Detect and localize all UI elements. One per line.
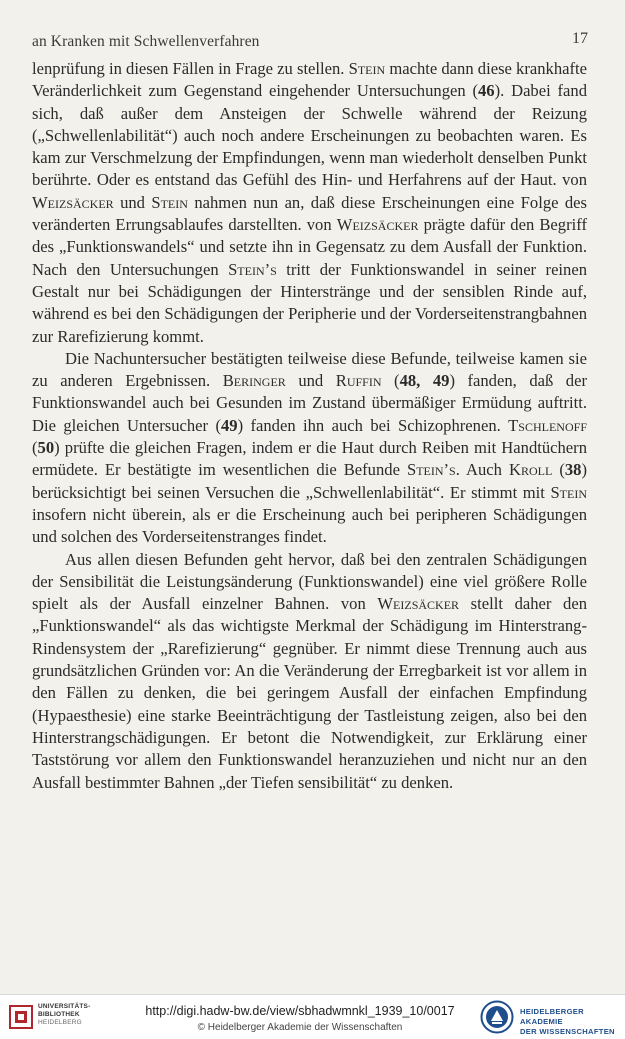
text-run: tritt der Funktionswandel in seiner reinen Gestalt nur bei Schädigungen der Hinterstränge und der sensiblen Rinde auf, während es bei den Schädigungen der Peripherie und der Vorderseitenstrangbahnen zur Rarefizierung kommt. bbox=[32, 259, 587, 346]
text-run: machte dann diese krankhafte Veränderlichkeit zum Gegenstand eingehender Untersuchungen ( bbox=[32, 59, 587, 101]
paragraph-2 bbox=[32, 348, 587, 549]
academy-logo-text bbox=[520, 1007, 620, 1037]
text-run: ( bbox=[552, 460, 565, 480]
academy-logo-line: HEIDELBERGER AKADEMIE bbox=[520, 1007, 584, 1026]
text-run: und bbox=[285, 371, 336, 391]
text-run: ( bbox=[381, 371, 400, 391]
academy-logo[interactable] bbox=[480, 1000, 620, 1034]
author-name: Stein bbox=[550, 482, 587, 502]
author-name: Stein bbox=[151, 192, 188, 212]
reference-number: 46 bbox=[478, 81, 495, 101]
author-name: Weizsäcker bbox=[377, 594, 460, 614]
running-title: an Kranken mit Schwellenverfahren bbox=[32, 33, 260, 50]
library-logo-line: BIBLIOTHEK bbox=[38, 1011, 80, 1018]
text-run: ) fanden, daß der Funktionswandel auch bei Gesunden im Zustand übermäßiger Ermüdung auftritt. Die gleichen Untersucher ( bbox=[32, 371, 587, 435]
text-run: ) berücksichtigt bei seinen Versuchen die „Schwellenlabilität“. Er stimmt mit bbox=[32, 460, 587, 502]
author-name: Weizsäcker bbox=[32, 192, 114, 212]
text-run: Aus allen diesen Befunden geht hervor, daß bei den zentralen Schädigungen der Sensibilität die Leistungsänderung (Funktionswandel) eine viel größere Rolle spielt als der Ausfall einzelner Bahnen. von bbox=[32, 549, 587, 614]
running-head bbox=[32, 30, 588, 57]
author-name: Ruffin bbox=[335, 371, 382, 391]
reference-number: 50 bbox=[37, 438, 55, 458]
text-run: ) prüfte die gleichen Fragen, indem er die Haut durch Reiben mit Handtüchern ermüdete. Er bestätigte im wesentlichen die Befunde bbox=[32, 438, 587, 480]
university-library-logo[interactable] bbox=[8, 1000, 126, 1034]
library-logo-line: HEIDELBERG bbox=[38, 1019, 82, 1026]
reference-number: 48, 49 bbox=[399, 371, 450, 391]
library-logo-line: UNIVERSITÄTS- bbox=[38, 1003, 91, 1010]
text-run: stellt daher den „Funktionswandel“ als das wichtigste Merkmal der Schädigung im Hinterstrang-Rindensystem der „Rarefizierung“ gegnüber. Er nimmt diese Trennung auch aus grundsätzlichen Gründen vor: An die Veränderung der Erregbarkeit ist vor allem in den Fällen zu denken, die bei geringem Ausfall der einfachen Empfindung (Hypaesthesie) eine starke Beeinträchtigung der Tastleistung zeigen, also bei den Hinterstrangschädigungen. Er betont die Notwendigkeit, zur Erklärung einer Taststörung vor allem den Funktionswandel heranzuziehen und nicht nur an den Ausfall bestimmter Bahnen „der Tiefen sensibilität“ zu denken. bbox=[32, 594, 587, 792]
author-name: Stein’s bbox=[228, 259, 277, 279]
text-run: ) fanden ihn auch bei Schizophrenen. bbox=[237, 415, 509, 435]
author-name: Stein bbox=[348, 59, 386, 78]
text-run: lenprüfung in diesen Fällen in Frage zu stellen. bbox=[32, 59, 349, 78]
text-run: Die Nachuntersucher bestätigten teilweise diese Befunde, teilweise kamen sie zu anderen Ergebnissen. bbox=[32, 348, 587, 391]
text-run: . Auch bbox=[455, 460, 509, 480]
paragraph-3 bbox=[32, 549, 587, 794]
library-logo-text bbox=[38, 1003, 90, 1027]
text-run: ). Dabei fand sich, daß außer dem Ansteigen der Schwelle während der Reizung („Schwellenlabilität“) auch noch andere Erscheinungen zu beobachten waren. Es kam zur Verschmelzung der Empfindungen, wenn man wiederholt denselben Punkt berührte. Oder es entstand das Gefühl des Hin- und Herfahrens auf der Haut. von bbox=[32, 81, 588, 190]
viewer-footer bbox=[0, 994, 625, 1039]
text-run: prägte dafür den Begriff des „Funktionswandels“ und setzte ihn in Gegensatz zu dem Ausfall der Funktion. Nach den Untersuchungen bbox=[32, 215, 587, 279]
paragraph-1 bbox=[32, 58, 587, 348]
text-run: nahmen nun an, daß diese Erscheinungen eine Folge des veränderten Errungsablaufes darstellten. von bbox=[32, 192, 588, 235]
author-name: Kroll bbox=[508, 460, 553, 480]
author-name: Beringer bbox=[222, 371, 286, 391]
copyright-notice: © Heidelberger Akademie der Wissenschaften bbox=[197, 1022, 403, 1033]
reference-number: 38 bbox=[564, 460, 582, 480]
author-name: Weizsäcker bbox=[336, 215, 419, 235]
author-name: Tschlenoff bbox=[508, 415, 587, 435]
academy-seal-icon bbox=[480, 1000, 514, 1034]
reference-number: 49 bbox=[220, 415, 238, 435]
text-run: und bbox=[113, 192, 152, 212]
permalink-url[interactable]: http://digi.hadw-bw.de/view/sbhadwmnkl_1939_10/0017 bbox=[145, 1004, 455, 1018]
academy-logo-line: DER WISSENSCHAFTEN bbox=[520, 1027, 615, 1036]
text-run: insofern nicht überein, als er die Erscheinung auch bei peripheren Schädigungen und solchen des Vorderseitenstranges findet. bbox=[32, 504, 587, 547]
body-text bbox=[32, 58, 587, 794]
page-number: 17 bbox=[572, 30, 588, 47]
text-run: ( bbox=[32, 438, 38, 458]
library-emblem-icon bbox=[8, 1002, 34, 1032]
author-name: Stein’s bbox=[406, 460, 456, 480]
